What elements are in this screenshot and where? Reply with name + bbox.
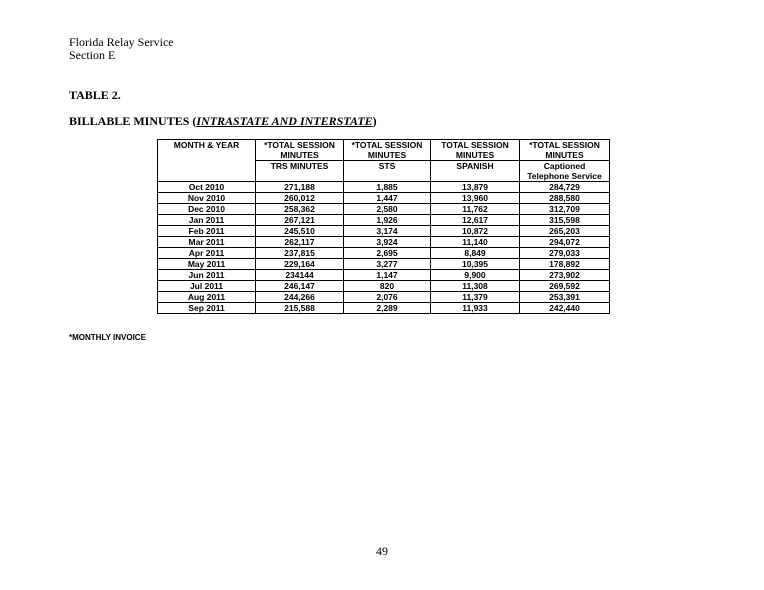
cell-spanish: 9,900 — [431, 270, 520, 281]
cell-trs: 215,588 — [256, 303, 344, 314]
cell-sts: 3,174 — [344, 226, 431, 237]
header-row-top — [158, 140, 610, 161]
cell-spanish: 12,617 — [431, 215, 520, 226]
cell-trs: 234144 — [256, 270, 344, 281]
document-header — [69, 36, 174, 62]
cell-month: Sep 2011 — [158, 303, 256, 314]
cell-captioned: 178,892 — [520, 259, 610, 270]
cell-spanish: 11,762 — [431, 204, 520, 215]
cell-trs: 244,266 — [256, 292, 344, 303]
page-number: 49 — [376, 544, 388, 558]
cell-sts: 2,289 — [344, 303, 431, 314]
cell-month: Jan 2011 — [158, 215, 256, 226]
header-captioned-top: *TOTAL SESSION MINUTES — [520, 140, 610, 161]
table-row — [158, 204, 610, 215]
table-row — [158, 248, 610, 259]
cell-sts: 2,076 — [344, 292, 431, 303]
header-sts-top: *TOTAL SESSION MINUTES — [344, 140, 431, 161]
cell-month: Mar 2011 — [158, 237, 256, 248]
cell-captioned: 265,203 — [520, 226, 610, 237]
cell-trs: 258,362 — [256, 204, 344, 215]
table-row — [158, 292, 610, 303]
cell-captioned: 242,440 — [520, 303, 610, 314]
header-line-2: Section E — [69, 48, 116, 62]
table-row — [158, 259, 610, 270]
cell-trs: 246,147 — [256, 281, 344, 292]
header-captioned-bottom: Captioned Telephone Service — [520, 161, 610, 182]
cell-spanish: 13,879 — [431, 182, 520, 193]
cell-captioned: 315,598 — [520, 215, 610, 226]
header-spanish-top: TOTAL SESSION MINUTES — [431, 140, 520, 161]
cell-sts: 2,695 — [344, 248, 431, 259]
table-row — [158, 270, 610, 281]
cell-sts: 2,580 — [344, 204, 431, 215]
cell-spanish: 11,308 — [431, 281, 520, 292]
table-row — [158, 226, 610, 237]
cell-month: Oct 2010 — [158, 182, 256, 193]
cell-sts: 1,926 — [344, 215, 431, 226]
cell-spanish: 11,140 — [431, 237, 520, 248]
header-spanish-bottom: SPANISH — [431, 161, 520, 182]
cell-trs: 245,510 — [256, 226, 344, 237]
cell-spanish: 11,933 — [431, 303, 520, 314]
cell-trs: 267,121 — [256, 215, 344, 226]
cell-month: May 2011 — [158, 259, 256, 270]
cell-captioned: 253,391 — [520, 292, 610, 303]
footnote: *MONTHLY INVOICE — [69, 333, 146, 342]
cell-sts: 1,885 — [344, 182, 431, 193]
cell-month: Apr 2011 — [158, 248, 256, 259]
cell-sts: 820 — [344, 281, 431, 292]
cell-spanish: 10,395 — [431, 259, 520, 270]
cell-captioned: 273,902 — [520, 270, 610, 281]
table-row — [158, 182, 610, 193]
cell-month: Dec 2010 — [158, 204, 256, 215]
cell-month: Jun 2011 — [158, 270, 256, 281]
table-row — [158, 281, 610, 292]
cell-month: Nov 2010 — [158, 193, 256, 204]
billable-minutes-table — [157, 139, 610, 314]
header-trs-top: *TOTAL SESSION MINUTES — [256, 140, 344, 161]
header-trs-bottom: TRS MINUTES — [256, 161, 344, 182]
subtitle-prefix: BILLABLE MINUTES ( — [69, 114, 197, 128]
header-sts-bottom: STS — [344, 161, 431, 182]
cell-sts: 3,277 — [344, 259, 431, 270]
cell-trs: 237,815 — [256, 248, 344, 259]
cell-captioned: 294,072 — [520, 237, 610, 248]
table-row — [158, 215, 610, 226]
table-subtitle — [69, 114, 377, 129]
table-row — [158, 237, 610, 248]
cell-month: Aug 2011 — [158, 292, 256, 303]
cell-captioned: 269,592 — [520, 281, 610, 292]
cell-sts: 1,447 — [344, 193, 431, 204]
header-month-year: MONTH & YEAR — [158, 140, 256, 182]
cell-captioned: 279,033 — [520, 248, 610, 259]
table-row — [158, 303, 610, 314]
cell-captioned: 284,729 — [520, 182, 610, 193]
table-row — [158, 193, 610, 204]
subtitle-suffix: ) — [372, 114, 377, 128]
cell-sts: 1,147 — [344, 270, 431, 281]
cell-month: Jul 2011 — [158, 281, 256, 292]
subtitle-underlined: INTRASTATE AND INTERSTATE — [196, 114, 373, 128]
table-title: TABLE 2. — [69, 88, 121, 102]
cell-spanish: 8,849 — [431, 248, 520, 259]
header-line-1: Florida Relay Service — [69, 35, 174, 49]
cell-spanish: 10,872 — [431, 226, 520, 237]
cell-captioned: 288,580 — [520, 193, 610, 204]
cell-spanish: 13,960 — [431, 193, 520, 204]
cell-captioned: 312,709 — [520, 204, 610, 215]
cell-trs: 260,012 — [256, 193, 344, 204]
cell-sts: 3,924 — [344, 237, 431, 248]
cell-trs: 262,117 — [256, 237, 344, 248]
cell-trs: 271,188 — [256, 182, 344, 193]
cell-spanish: 11,379 — [431, 292, 520, 303]
cell-trs: 229,164 — [256, 259, 344, 270]
cell-month: Feb 2011 — [158, 226, 256, 237]
